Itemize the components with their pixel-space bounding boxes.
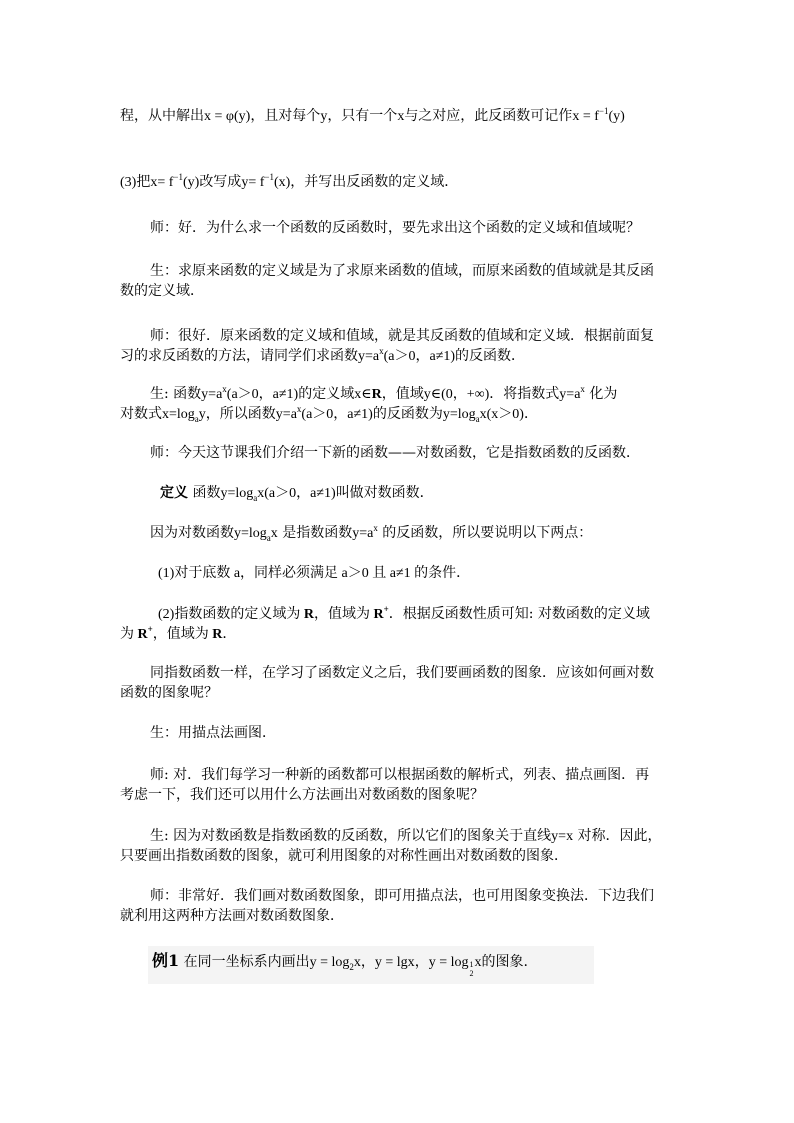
text: 程，从中解出	[120, 108, 204, 124]
text-line-12	[150, 523, 592, 544]
numerator: 1	[469, 960, 474, 969]
text-line-17: 函数的图象呢？	[120, 685, 218, 701]
formula: x	[397, 109, 405, 124]
text-line-22: 只要画出指数函数的图象，就可利用图象的对称性画出对数函数的图象．	[120, 848, 568, 864]
definition-label: 定义	[160, 485, 188, 501]
text: ，且对每个	[250, 108, 321, 124]
superscript: −1	[264, 172, 274, 182]
text-line-20: 考虑一下，我们还可以用什么方法画出对数函数的图象呢？	[120, 787, 484, 803]
formula: y=	[241, 175, 257, 190]
formula: a＞0	[338, 566, 373, 581]
formula: R	[300, 607, 314, 622]
formula: y = log	[428, 955, 469, 970]
text-line-14	[158, 604, 650, 625]
text: 对数式	[120, 406, 162, 422]
text: 的反函数．	[455, 348, 526, 364]
text: 生: 因为对数函数是指数函数的反函数，所以它们的图象关于直线	[150, 828, 552, 844]
formula: y=log	[442, 407, 476, 422]
text-line-10: 师：今天这节课我们介绍一下新的函数——对数函数，它是指数函数的反函数．	[150, 445, 640, 461]
text: 是指数函数	[277, 525, 353, 541]
text: ，	[414, 954, 429, 970]
formula: R	[208, 627, 223, 642]
text-line-18: 生：用描点法画图．	[150, 725, 276, 741]
text-line-16: 同指数函数一样，在学习了函数定义之后，我们要画函数的图象．应该如何画对数	[150, 665, 654, 681]
formula: y=a	[559, 387, 581, 402]
text-line-23: 师：非常好．我们画对数函数图象，即可用描点法，也可用图象变换法．下边我们	[150, 888, 654, 904]
superscript: x	[222, 384, 227, 394]
superscript: x	[373, 523, 378, 533]
denominator: 2	[469, 969, 474, 978]
formula: f	[256, 175, 265, 190]
formula: y∈(0，+∞)	[423, 387, 490, 402]
formula: y=a	[352, 526, 374, 541]
formula: (y)	[182, 175, 200, 190]
superscript: x	[296, 404, 302, 414]
text: 生: 函数	[150, 386, 202, 402]
formula: (a＞0，a≠1)	[226, 387, 299, 402]
definition-line	[160, 483, 434, 504]
formula: R	[369, 607, 384, 622]
text: ．	[523, 406, 538, 422]
formula: y=a	[201, 387, 223, 402]
text: ，只有一个	[327, 108, 398, 124]
subscript: a	[253, 493, 258, 503]
formula: x(x＞0)	[479, 407, 524, 422]
formula: x=	[150, 175, 166, 190]
formula: x = φ(y)	[204, 109, 251, 124]
formula: x	[353, 955, 361, 970]
text: 为	[120, 626, 134, 642]
superscript: −1	[173, 172, 183, 182]
text-line-6: 师：很好．原来函数的定义域和值域，就是其反函数的值域和定义域．根据前面复	[150, 328, 654, 344]
text-line-13	[158, 563, 470, 584]
text: ，值域	[381, 386, 424, 402]
text: ，值域为	[313, 606, 370, 622]
text: ．将指数式	[489, 386, 560, 402]
example-label: 例1	[152, 951, 180, 970]
formula: y = log	[309, 955, 350, 970]
text: ，值域为	[152, 626, 209, 642]
text-line-15	[120, 624, 236, 645]
formula: y	[320, 109, 328, 124]
formula: (y)	[608, 109, 625, 124]
text-line-24: 就利用这两种方法画对数函数图象．	[120, 908, 344, 924]
formula: a	[230, 566, 241, 581]
formula: y=a	[275, 407, 297, 422]
formula: x=log	[162, 407, 195, 422]
text: 叫做对数函数．	[335, 485, 434, 501]
example-line	[152, 950, 528, 978]
formula: y=log	[220, 486, 254, 501]
text-line-3: 师：好．为什么求一个函数的反函数时，要先求出这个函数的定义域和值域呢？	[150, 220, 640, 236]
formula: x(a＞0，a≠1)	[257, 486, 336, 501]
text: ．	[222, 626, 237, 642]
formula: (x)	[273, 175, 291, 190]
text: 的反函数，所以要说明以下两点：	[377, 525, 593, 541]
formula: y=x	[551, 829, 574, 844]
text: 且	[372, 565, 387, 581]
text: (3)把	[120, 175, 151, 190]
formula: a≠1	[386, 566, 415, 581]
formula: R	[134, 627, 148, 642]
text-line-8	[150, 384, 617, 405]
text: 的定义域	[298, 386, 355, 402]
superscript: +	[383, 604, 389, 614]
subscript: a	[266, 533, 271, 543]
text: ，所以函数	[205, 406, 276, 422]
superscript: x	[379, 346, 384, 356]
text: 对称．因此，	[573, 828, 662, 844]
text: 习的求反函数的方法，请同学们求函数	[120, 348, 358, 364]
fraction-one-half	[469, 960, 473, 978]
text-line-5: 数的定义域．	[120, 283, 204, 299]
superscript: −1	[598, 106, 609, 116]
text-line-1	[120, 106, 625, 127]
formula: y=log	[234, 526, 267, 541]
text: ，	[360, 954, 375, 970]
formula: f	[165, 175, 174, 190]
text-line-19: 师: 对．我们每学习一种新的函数都可以根据函数的解析式，列表、描点画图．再	[150, 767, 650, 783]
text-line-21	[150, 826, 662, 847]
text: (1)对于底数	[158, 566, 231, 581]
text: 因为对数函数	[150, 525, 234, 541]
text-line-7	[120, 346, 525, 367]
superscript: +	[147, 624, 153, 634]
formula: x = f	[572, 109, 599, 124]
formula: x	[474, 955, 482, 970]
subscript: 2	[349, 962, 354, 972]
text: 改写成	[199, 174, 242, 190]
text-line-4: 生：求原来函数的定义域是为了求原来函数的值域，而原来函数的值域就是其反函	[150, 263, 654, 279]
text: 化为	[584, 386, 618, 402]
text-line-2	[120, 172, 458, 193]
formula: (a＞0，a≠1)	[301, 407, 373, 422]
text: 的条件．	[414, 565, 471, 581]
text: ，并写出反函数的定义域．	[290, 174, 459, 190]
formula: x∈	[354, 387, 372, 402]
formula: y	[198, 407, 206, 422]
subscript: a	[194, 414, 199, 424]
text: 在同一坐标系内画出	[183, 954, 310, 970]
text: 函数	[192, 485, 221, 501]
text: 与之对应，此反函数可记作	[404, 108, 573, 124]
formula: y=a	[358, 349, 380, 364]
formula: x	[270, 526, 278, 541]
text: 的反函数为	[372, 406, 443, 422]
formula: y = lgx	[374, 955, 415, 970]
subscript: a	[475, 414, 480, 424]
formula: (a＞0，a≠1)	[383, 349, 456, 364]
text: ，同样必须满足	[240, 565, 339, 581]
formula: R	[371, 387, 382, 402]
superscript: x	[580, 384, 585, 394]
text-line-9	[120, 404, 538, 425]
text: ．根据反函数性质可知: 对数函数的定义域	[388, 606, 650, 622]
text: (2)指数函数的定义域为	[158, 607, 301, 622]
text: 的图象.	[481, 954, 528, 970]
